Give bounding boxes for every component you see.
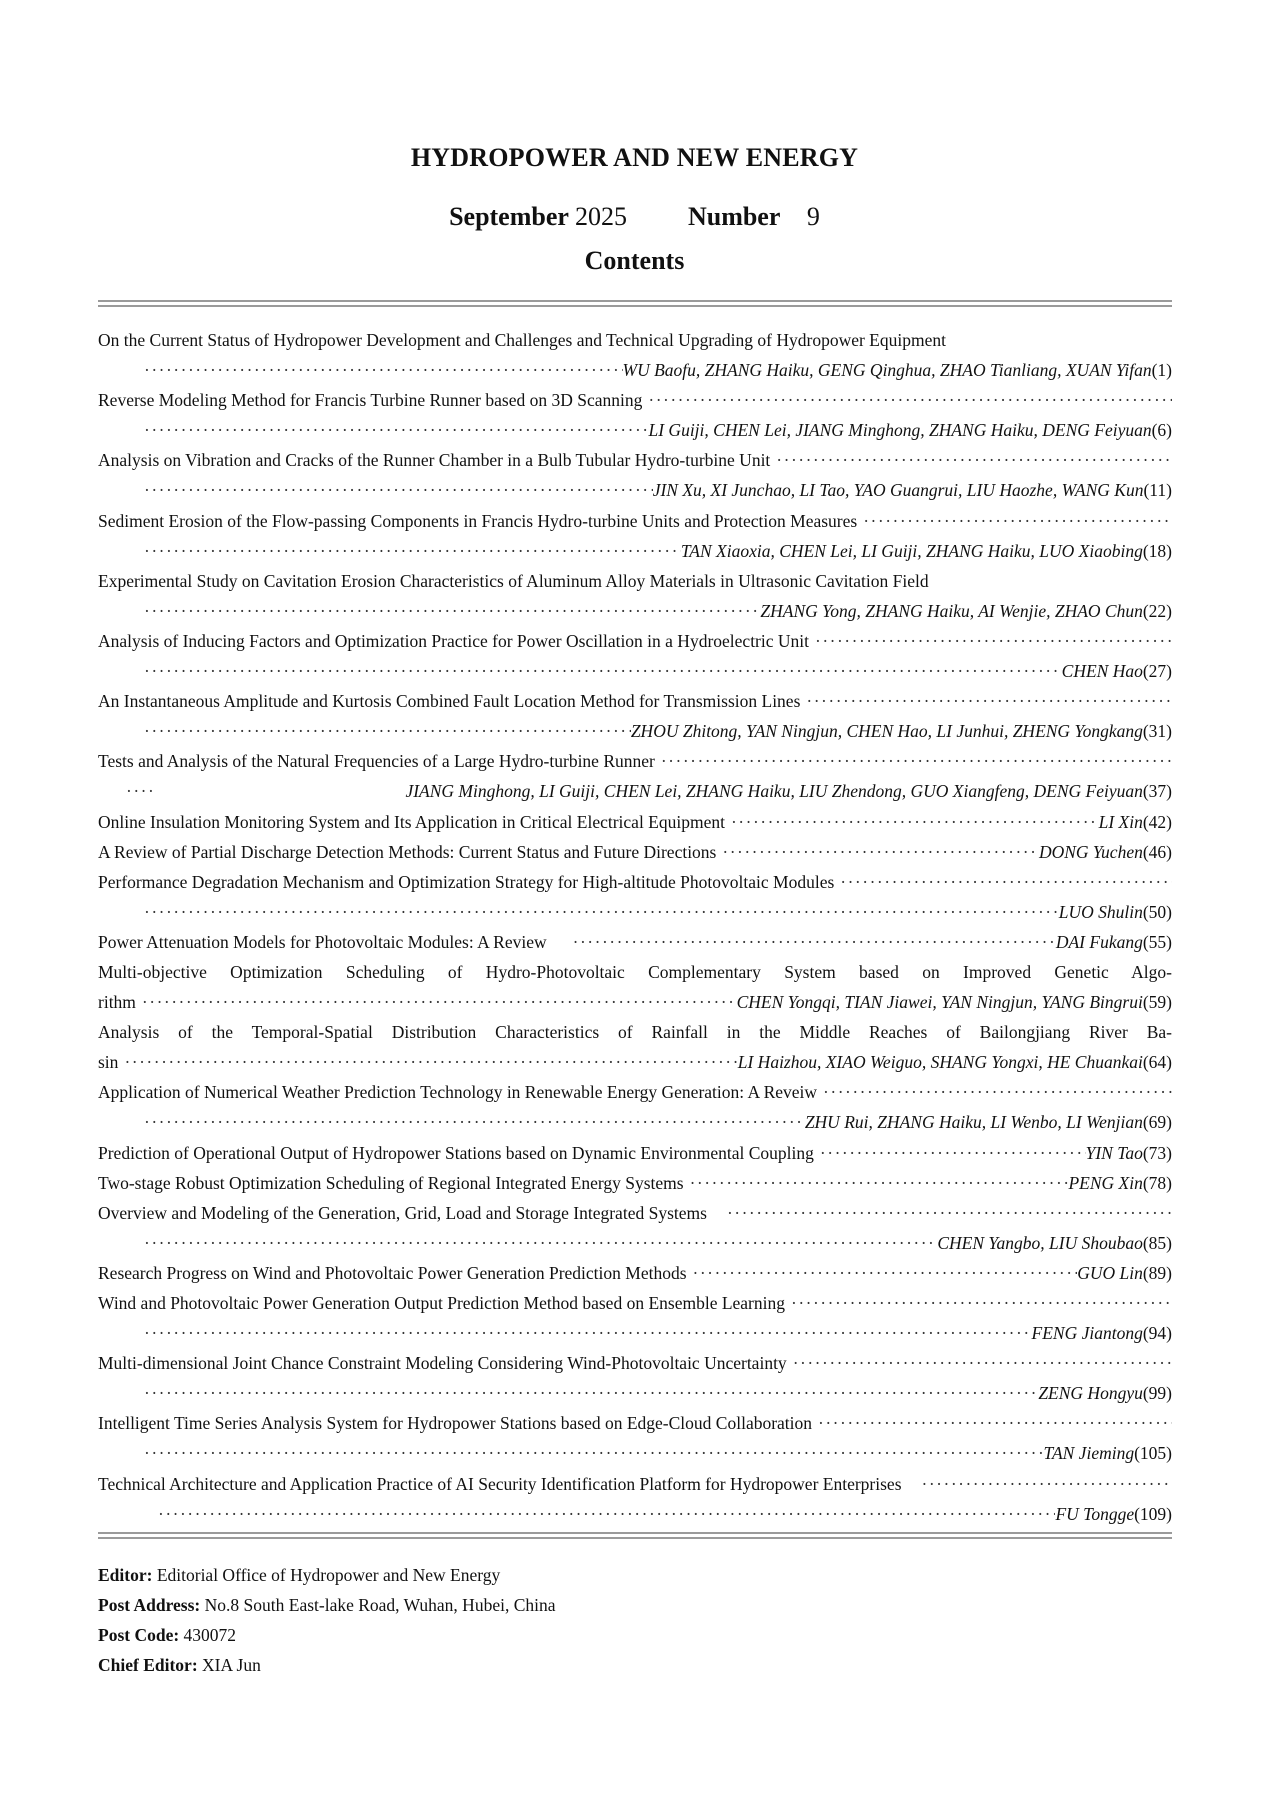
toc-entry[interactable]: A Review of Partial Discharge Detection Methods: Current Status and Future Directions ····· DONG Yuchen (46) (98, 837, 1172, 867)
dot-leader (787, 1348, 1172, 1378)
toc-page: (37) (1142, 781, 1172, 802)
toc-entry[interactable]: Research Progress on Wind and Photovoltaic Power Generation Prediction Methods ····· GUO Lin (89) (98, 1258, 1172, 1288)
dot-leader (812, 1408, 1172, 1438)
dot-leader (684, 1168, 1069, 1198)
toc-page: (105) (1134, 1443, 1172, 1464)
toc-page: (69) (1142, 1112, 1172, 1133)
issue-number: 9 (806, 202, 820, 231)
dot-leader (916, 1469, 1172, 1499)
toc-page: (73) (1142, 1142, 1172, 1163)
postcode-label: Post Code: (98, 1625, 180, 1645)
toc-page: (18) (1142, 540, 1172, 561)
bottom-double-rule (98, 1532, 1172, 1539)
dot-leader (138, 1318, 1032, 1348)
toc-authors: ZHOU Zhitong, YAN Ningjun, CHEN Hao, LI Junhui, ZHENG Yongkang (630, 721, 1143, 742)
toc-authors: DONG Yuchen (1038, 841, 1143, 862)
toc-page: (94) (1142, 1323, 1172, 1344)
address-label: Post Address: (98, 1595, 201, 1615)
toc-entry-title[interactable]: Reverse Modeling Method for Francis Turbine Runner based on 3D Scanning ····· (98, 385, 1172, 415)
top-double-rule (98, 300, 1172, 307)
toc-authors: DAI Fukang (1055, 931, 1143, 952)
toc-page: (22) (1142, 600, 1172, 621)
toc-entry[interactable]: Power Attenuation Models for Photovoltaic Modules: A Review ····· DAI Fukang (55) (98, 927, 1172, 957)
dot-leader (800, 686, 1172, 716)
toc-page: (55) (1142, 931, 1172, 952)
dot-leader (138, 1107, 805, 1137)
toc-entry-byline[interactable] (98, 716, 1172, 746)
toc-entry-title[interactable]: Intelligent Time Series Analysis System for Hydropower Stations based on Edge-Cloud Collaboration ····· (98, 1408, 1172, 1438)
toc-authors: LUO Shulin (1058, 901, 1143, 922)
toc-entry-byline[interactable]: rithm ····· CHEN Yongqi, TIAN Jiawei, YAN Ningjun, YANG Bingrui (59) (98, 987, 1172, 1017)
toc-entry-title[interactable]: Sediment Erosion of the Flow-passing Components in Francis Hydro-turbine Units and Protection Measures ····· (98, 506, 1172, 536)
toc-page: (59) (1142, 992, 1172, 1013)
toc-entry-byline[interactable]: sin ····· LI Haizhou, XIAO Weiguo, SHANG Yongxi, HE Chuankai (64) (98, 1047, 1172, 1077)
toc-entry-title[interactable]: Wind and Photovoltaic Power Generation Output Prediction Method based on Ensemble Learning ····· (98, 1288, 1172, 1318)
dot-leader (138, 716, 631, 746)
issue-line (0, 202, 1269, 232)
dot-leader (817, 1077, 1172, 1107)
toc-authors: JIN Xu, XI Junchao, LI Tao, YAO Guangrui, LIU Haozhe, WANG Kun (652, 480, 1144, 501)
toc-page: (109) (1134, 1503, 1172, 1524)
toc-entry-byline[interactable] (98, 355, 1172, 385)
dot-leader (138, 656, 1062, 686)
toc-page: (99) (1142, 1383, 1172, 1404)
toc-entry-byline[interactable] (98, 1318, 1172, 1348)
toc-authors: YIN Tao (1085, 1142, 1143, 1163)
toc-entry-title[interactable]: Multi-objective Optimization Scheduling of Hydro-Photovoltaic Complementary System based on Improved Genetic Algo- (98, 961, 1172, 982)
editor-row (98, 1560, 556, 1590)
toc-entry-byline[interactable] (98, 1107, 1172, 1137)
dot-leader (138, 1438, 1044, 1468)
dot-leader (136, 987, 737, 1017)
toc-authors: FU Tongge (1055, 1503, 1135, 1524)
toc-page: (50) (1142, 901, 1172, 922)
dot-leader (138, 1228, 937, 1258)
toc-authors: GUO Lin (1077, 1262, 1143, 1283)
toc-entry-title[interactable]: Overview and Modeling of the Generation, Grid, Load and Storage Integrated Systems ····· (98, 1198, 1172, 1228)
toc-entry-title[interactable]: Technical Architecture and Application Practice of AI Security Identification Platform for Hydropower Enterprises ····· (98, 1469, 1172, 1499)
dot-leader (725, 807, 1099, 837)
editor-label: Editor: (98, 1565, 153, 1585)
address-value: No.8 South East-lake Road, Wuhan, Hubei, China (204, 1595, 556, 1615)
toc-authors: TAN Xiaoxia, CHEN Lei, LI Guiji, ZHANG Haiku, LUO Xiaobing (680, 540, 1143, 561)
dot-leader (834, 867, 1172, 897)
dot-leader (809, 626, 1172, 656)
dot-leader (118, 1047, 737, 1077)
issue-year: 2025 (574, 202, 627, 231)
toc-entry-byline[interactable] (98, 475, 1172, 505)
toc-page: (31) (1142, 721, 1172, 742)
toc-authors: FENG Jiantong (1031, 1323, 1143, 1344)
toc-entry-title[interactable]: On the Current Status of Hydropower Development and Challenges and Technical Upgrading of Hydropower Equipment (98, 330, 946, 350)
dot-leader (138, 536, 681, 566)
table-of-contents (98, 325, 1172, 1529)
toc-entry-byline[interactable] (98, 596, 1172, 626)
dot-leader (126, 776, 154, 806)
toc-authors: CHEN Yangbo, LIU Shoubao (937, 1232, 1143, 1253)
dot-leader (770, 445, 1172, 475)
toc-authors: LI Guiji, CHEN Lei, JIANG Minghong, ZHANG Haiku, DENG Feiyuan (648, 420, 1152, 441)
dot-leader (138, 355, 623, 385)
chief-editor-label: Chief Editor: (98, 1655, 198, 1675)
chief-editor-row (98, 1650, 556, 1680)
toc-entry-byline[interactable] (98, 1438, 1172, 1468)
dot-leader (716, 837, 1039, 867)
toc-authors: LI Haizhou, XIAO Weiguo, SHANG Yongxi, HE Chuankai (737, 1052, 1143, 1073)
toc-entry-byline[interactable] (98, 536, 1172, 566)
toc-entry-byline[interactable] (98, 1378, 1172, 1408)
toc-authors: TAN Jieming (1043, 1443, 1135, 1464)
toc-entry-title[interactable]: An Instantaneous Amplitude and Kurtosis Combined Fault Location Method for Transmission Lines ····· (98, 686, 1172, 716)
toc-entry-title[interactable]: Experimental Study on Cavitation Erosion Characteristics of Aluminum Alloy Materials in Ultrasonic Cavitation Field (98, 570, 929, 591)
toc-entry-title[interactable]: Performance Degradation Mechanism and Optimization Strategy for High-altitude Photovoltaic Modules ····· (98, 867, 1172, 897)
dot-leader (138, 415, 649, 445)
toc-page: (64) (1142, 1052, 1172, 1073)
dot-leader (567, 927, 1056, 957)
toc-authors: LI Xin (1098, 811, 1143, 832)
toc-entry-byline[interactable] (98, 656, 1172, 686)
toc-authors: ZENG Hongyu (1038, 1383, 1143, 1404)
toc-page: (1) (1151, 360, 1172, 381)
toc-page: (89) (1142, 1262, 1172, 1283)
dot-leader (152, 1499, 1055, 1529)
dot-leader (642, 385, 1172, 415)
toc-entry-title[interactable]: Analysis of the Temporal-Spatial Distribution Characteristics of Rainfall in the Middle Reaches of Bailongjiang River Ba- (98, 1022, 1172, 1043)
dot-leader (857, 506, 1172, 536)
toc-entry-title[interactable]: Application of Numerical Weather Prediction Technology in Renewable Energy Generation: A Reveiw ····· (98, 1077, 1172, 1107)
toc-page: (11) (1143, 480, 1172, 501)
toc-authors: ZHU Rui, ZHANG Haiku, LI Wenbo, LI Wenjian (804, 1112, 1143, 1133)
toc-entry-title[interactable]: Analysis on Vibration and Cracks of the Runner Chamber in a Bulb Tubular Hydro-turbine Unit ····· (98, 445, 1172, 475)
toc-page: (46) (1142, 841, 1172, 862)
issue-number-label: Number (687, 202, 780, 231)
toc-authors: CHEN Yongqi, TIAN Jiawei, YAN Ningjun, YANG Bingrui (736, 992, 1143, 1013)
journal-title: HYDROPOWER AND NEW ENERGY (410, 143, 859, 172)
toc-page: (85) (1142, 1232, 1172, 1253)
toc-entry-byline[interactable] (98, 776, 1172, 806)
editorial-info (98, 1560, 556, 1680)
toc-page: (27) (1142, 661, 1172, 682)
toc-authors: WU Baofu, ZHANG Haiku, GENG Qinghua, ZHAO Tianliang, XUAN Yifan (622, 360, 1152, 381)
toc-entry-byline[interactable] (98, 415, 1172, 445)
toc-authors: PENG Xin (1068, 1172, 1143, 1193)
editor-value: Editorial Office of Hydropower and New Energy (156, 1565, 501, 1585)
dot-leader (785, 1288, 1172, 1318)
postcode-value: 430072 (183, 1625, 237, 1645)
chief-editor-value: XIA Jun (202, 1655, 261, 1675)
toc-entry-title[interactable]: Tests and Analysis of the Natural Frequencies of a Large Hydro-turbine Runner ····· (98, 746, 1172, 776)
dot-leader (138, 1378, 1038, 1408)
toc-authors: CHEN Hao (1061, 661, 1143, 682)
toc-entry-title[interactable]: Analysis of Inducing Factors and Optimization Practice for Power Oscillation in a Hydroelectric Unit ····· (98, 626, 1172, 656)
toc-entry[interactable]: Online Insulation Monitoring System and Its Application in Critical Electrical Equipment ····· LI Xin (42) (98, 807, 1172, 837)
dot-leader (138, 897, 1059, 927)
toc-page: (6) (1151, 420, 1172, 441)
toc-entry-title[interactable]: Multi-dimensional Joint Chance Constraint Modeling Considering Wind-Photovoltaic Uncertainty ····· (98, 1348, 1172, 1378)
toc-entry-byline[interactable] (98, 1228, 1172, 1258)
toc-entry-byline[interactable] (98, 897, 1172, 927)
toc-authors: JIANG Minghong, LI Guiji, CHEN Lei, ZHANG Haiku, LIU Zhendong, GUO Xiangfeng, DENG Feiyuan (405, 781, 1143, 802)
dot-leader (687, 1258, 1078, 1288)
dot-leader (655, 746, 1172, 776)
issue-month: September (449, 202, 569, 231)
toc-entry[interactable]: Prediction of Operational Output of Hydropower Stations based on Dynamic Environmental Coupling ····· YIN Tao (73) (98, 1138, 1172, 1168)
dot-leader (721, 1198, 1172, 1228)
contents-heading: Contents (584, 246, 685, 275)
toc-entry[interactable]: Two-stage Robust Optimization Scheduling of Regional Integrated Energy Systems ····· PENG Xin (78) (98, 1168, 1172, 1198)
address-row (98, 1590, 556, 1620)
toc-entry-byline[interactable] (98, 1499, 1172, 1529)
dot-leader (814, 1138, 1086, 1168)
toc-authors: ZHANG Yong, ZHANG Haiku, AI Wenjie, ZHAO Chun (760, 600, 1143, 621)
postcode-row (98, 1620, 556, 1650)
toc-page: (78) (1142, 1172, 1172, 1193)
dot-leader (138, 596, 760, 626)
toc-page: (42) (1142, 811, 1172, 832)
dot-leader (138, 475, 653, 505)
